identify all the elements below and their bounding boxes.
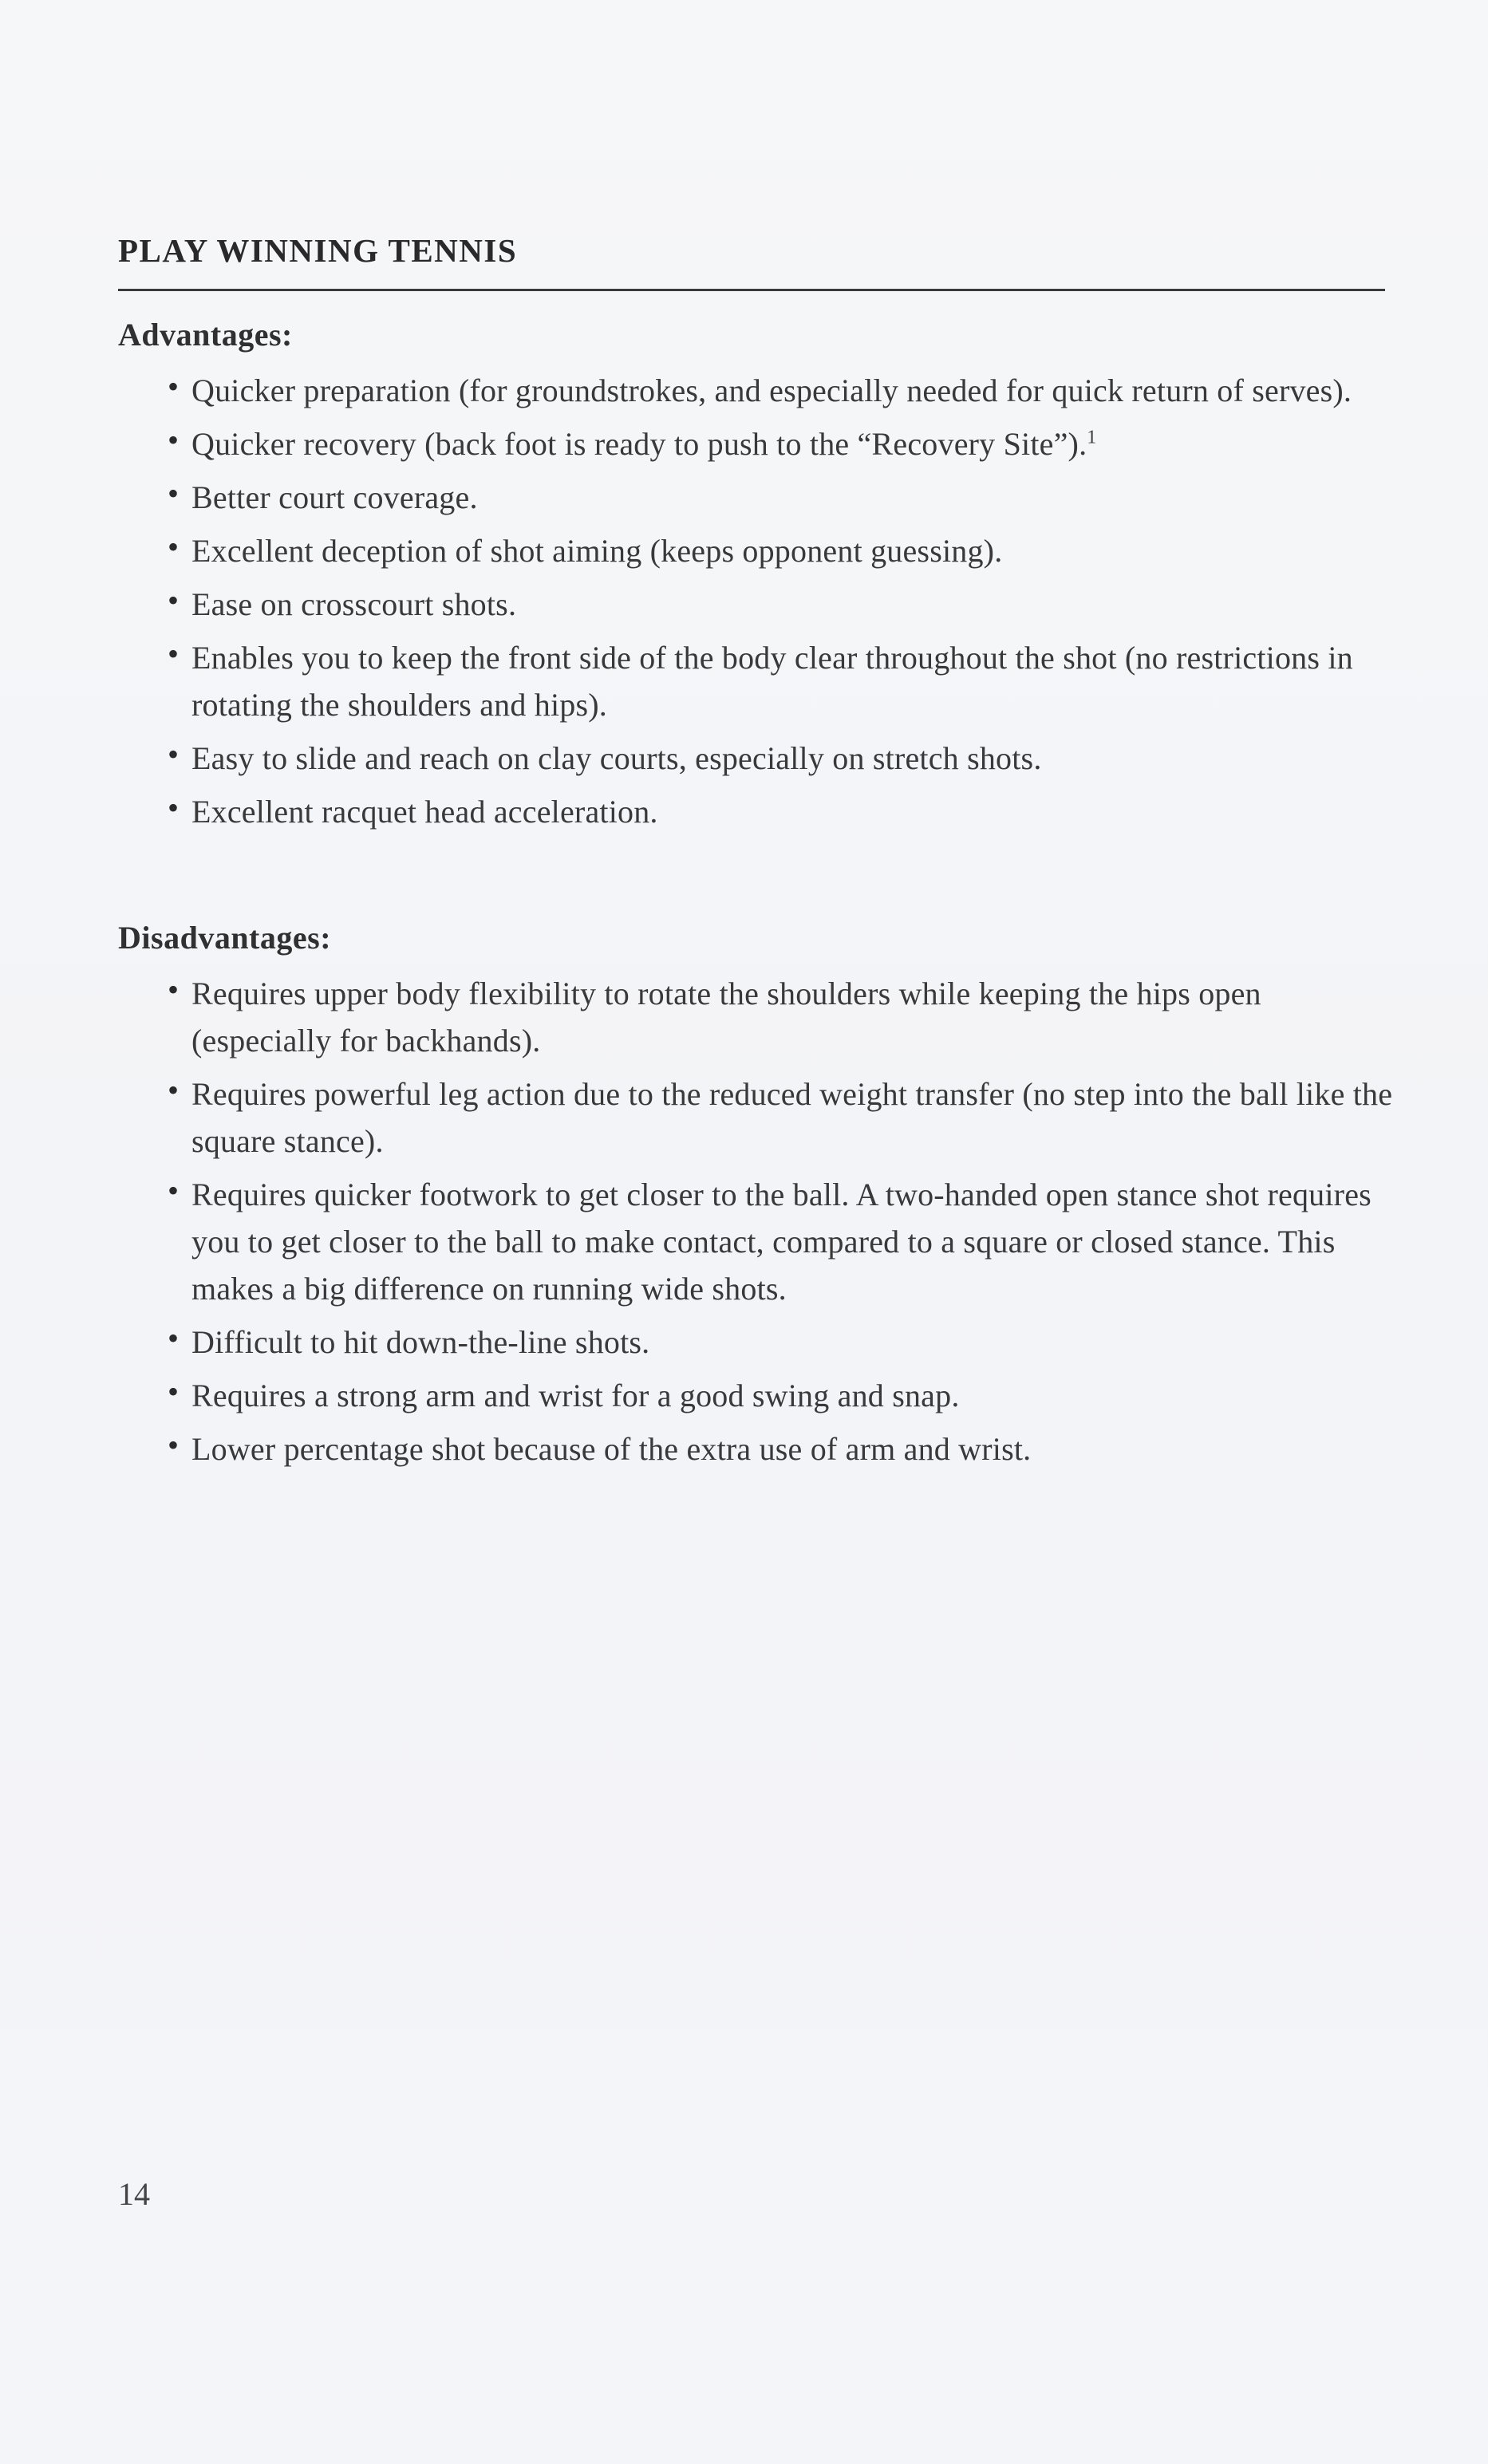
list-item — [168, 581, 1395, 628]
disadvantages-section — [118, 916, 1395, 1479]
list-item-text: Quicker recovery (back foot is ready to push to the “Recovery Site”). — [191, 426, 1087, 462]
advantages-list — [118, 367, 1395, 835]
disadvantages-heading: Disadvantages: — [118, 920, 332, 956]
list-item-text: Excellent racquet head acceleration. — [191, 794, 658, 830]
list-item-text: Requires upper body flexibility to rotate the shoulders while keeping the hips open (especially for backhands). — [191, 976, 1261, 1059]
disadvantages-list — [118, 970, 1395, 1472]
page-number: 14 — [118, 2176, 150, 2212]
bullet-icon: • — [168, 369, 180, 404]
bullet-icon: • — [168, 1173, 180, 1208]
list-item — [168, 1171, 1395, 1312]
list-item — [168, 367, 1395, 414]
bullet-icon: • — [168, 1072, 180, 1108]
list-item — [168, 970, 1395, 1064]
footnote-marker: 1 — [1087, 427, 1097, 448]
advantages-heading: Advantages: — [118, 317, 293, 353]
list-item — [168, 527, 1395, 574]
list-item — [168, 1070, 1395, 1165]
list-item — [168, 420, 1395, 467]
list-item-text: Excellent deception of shot aiming (keeps opponent guessing). — [191, 533, 1003, 569]
list-item-text: Requires powerful leg action due to the reduced weight transfer (no step into the ball like the square stance). — [191, 1076, 1393, 1159]
bullet-icon: • — [168, 636, 180, 672]
bullet-icon: • — [168, 1374, 180, 1409]
bullet-icon: • — [168, 1320, 180, 1356]
list-item — [168, 1319, 1395, 1366]
list-item — [168, 1372, 1395, 1419]
list-item — [168, 788, 1395, 835]
list-item — [168, 474, 1395, 521]
list-item-text: Easy to slide and reach on clay courts, especially on stretch shots. — [191, 740, 1042, 776]
bullet-icon: • — [168, 736, 180, 772]
list-item — [168, 1425, 1395, 1472]
list-item — [168, 634, 1395, 728]
advantages-section — [118, 313, 1395, 842]
bullet-icon: • — [168, 529, 180, 565]
list-item-text: Ease on crosscourt shots. — [191, 586, 517, 622]
list-item-text: Requires a strong arm and wrist for a good swing and snap. — [191, 1378, 960, 1413]
bullet-icon: • — [168, 582, 180, 618]
bullet-icon: • — [168, 972, 180, 1007]
bullet-icon: • — [168, 475, 180, 511]
header-rule — [118, 289, 1385, 291]
bullet-icon: • — [168, 1427, 180, 1463]
list-item-text: Lower percentage shot because of the extra use of arm and wrist. — [191, 1431, 1032, 1467]
list-item-text: Quicker preparation (for groundstrokes, and especially needed for quick return of serves). — [191, 373, 1352, 408]
list-item-text: Requires quicker footwork to get closer to the ball. A two-handed open stance shot requires you to get closer to the ball to make contact, compared to a square or closed stance. This makes a big difference on running wide shots. — [191, 1177, 1372, 1307]
bullet-icon: • — [168, 790, 180, 826]
list-item-text: Difficult to hit down-the-line shots. — [191, 1324, 650, 1360]
running-head: PLAY WINNING TENNIS — [118, 232, 518, 269]
bullet-icon: • — [168, 422, 180, 458]
list-item-text: Better court coverage. — [191, 479, 478, 515]
list-item-text: Enables you to keep the front side of the body clear throughout the shot (no restrictions in rotating the shoulders and hips). — [191, 640, 1353, 723]
list-item — [168, 735, 1395, 782]
